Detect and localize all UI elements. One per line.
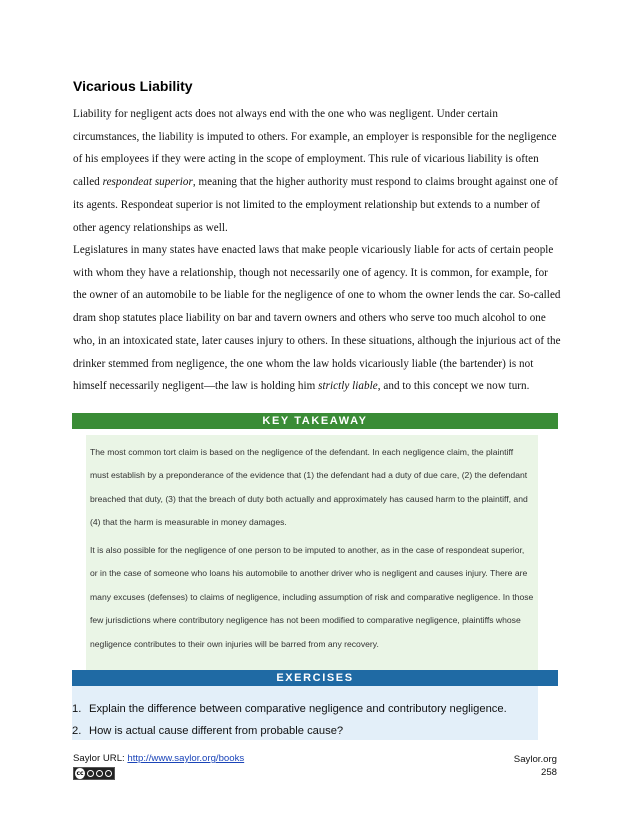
footer-url-link[interactable]: http://www.saylor.org/books xyxy=(127,753,245,764)
paragraph-1-text-a: Liability for negligent acts does not always end with the one who was negligent. Under certain circumstances, the liability is imputed to others. For example, an employer is responsible for the negligence of his employees if they were acting in the scope of employment. This rule of vicarious liability is often called xyxy=(73,108,557,189)
exercise-list xyxy=(72,698,538,742)
license-icons xyxy=(87,770,114,777)
exercises-heading: EXERCISES xyxy=(72,670,558,686)
footer-publisher: Saylor.org xyxy=(513,754,557,765)
exercise-number: 2. xyxy=(72,725,82,737)
exercise-text: How is actual cause different from probable cause? xyxy=(89,725,344,737)
section-title: Vicarious Liability xyxy=(73,78,193,94)
key-takeaway-paragraph-2: It is also possible for the negligence of one person to be imputed to another, as in the case of respondeat superior, or in the case of someone who loans his automobile to another driver who is negligent and causes injury. There are many excuses (defenses) to claims of negligence, including assumption of risk and comparative negligence. In those few jurisdictions where contributory negligence has not been modified to comparative negligence, plaintiffs whose negligence contributes to their own injuries will be barred from any recovery. xyxy=(90,545,534,649)
footer-url-label: Saylor URL: xyxy=(73,753,128,764)
paragraph-2-text-a: Legislatures in many states have enacted laws that make people vicariously liable for acts of certain people with whom they have a relationship, though not necessarily one of agency. It is common, for example, for the owner of an automobile to be liable for the negligence of one to whom the owner lends the car. So-called dram shop statutes place liability on bar and tavern owners and others who serve too much alcohol to one who, in an intoxicated state, later causes injury to others. In these situations, although the injurious act of the drinker stemmed from negligence, the one whom the law holds vicariously liable (the bartender) is not himself necessarily negligent—the law is holding him xyxy=(73,244,561,393)
paragraph-2-italic: strictly liable xyxy=(318,380,378,393)
attribution-icon xyxy=(87,770,94,777)
creative-commons-badge xyxy=(73,767,115,780)
key-takeaway-paragraph-1: The most common tort claim is based on the negligence of the defendant. In each negligence claim, the plaintiff must establish by a preponderance of the evidence that (1) the defendant had a duty of due care, (2) the defendant breached that duty, (3) that the breach of duty both actually and approximately has caused harm to the plaintiff, and (4) that the harm is measurable in money damages. xyxy=(90,447,528,528)
paragraph-1-italic: respondeat superior xyxy=(102,176,193,189)
exercise-text: Explain the difference between comparative negligence and contributory negligence. xyxy=(89,703,507,715)
sharealike-icon xyxy=(105,770,112,777)
creative-commons-icon: cc xyxy=(76,770,84,777)
exercise-number: 1. xyxy=(72,703,82,715)
paragraph-2-text-b: , and to this concept we now turn. xyxy=(377,380,530,393)
exercise-item xyxy=(72,698,538,720)
footer-publisher-block xyxy=(514,753,557,779)
paragraph-1-text-b: , meaning that the higher authority must respond to claims brought against one of its agents. Respondeat superior is not limited to the employment relationship but extends to a number of other agency relationships as well. xyxy=(73,176,558,234)
page-number: 258 xyxy=(540,767,557,778)
footer-source xyxy=(73,753,244,764)
key-takeaway-heading: KEY TAKEAWAY xyxy=(72,413,558,429)
body-paragraph-1 xyxy=(73,103,563,239)
body-paragraph-2 xyxy=(73,239,563,398)
noncommercial-icon xyxy=(96,770,103,777)
exercise-item xyxy=(72,720,538,742)
